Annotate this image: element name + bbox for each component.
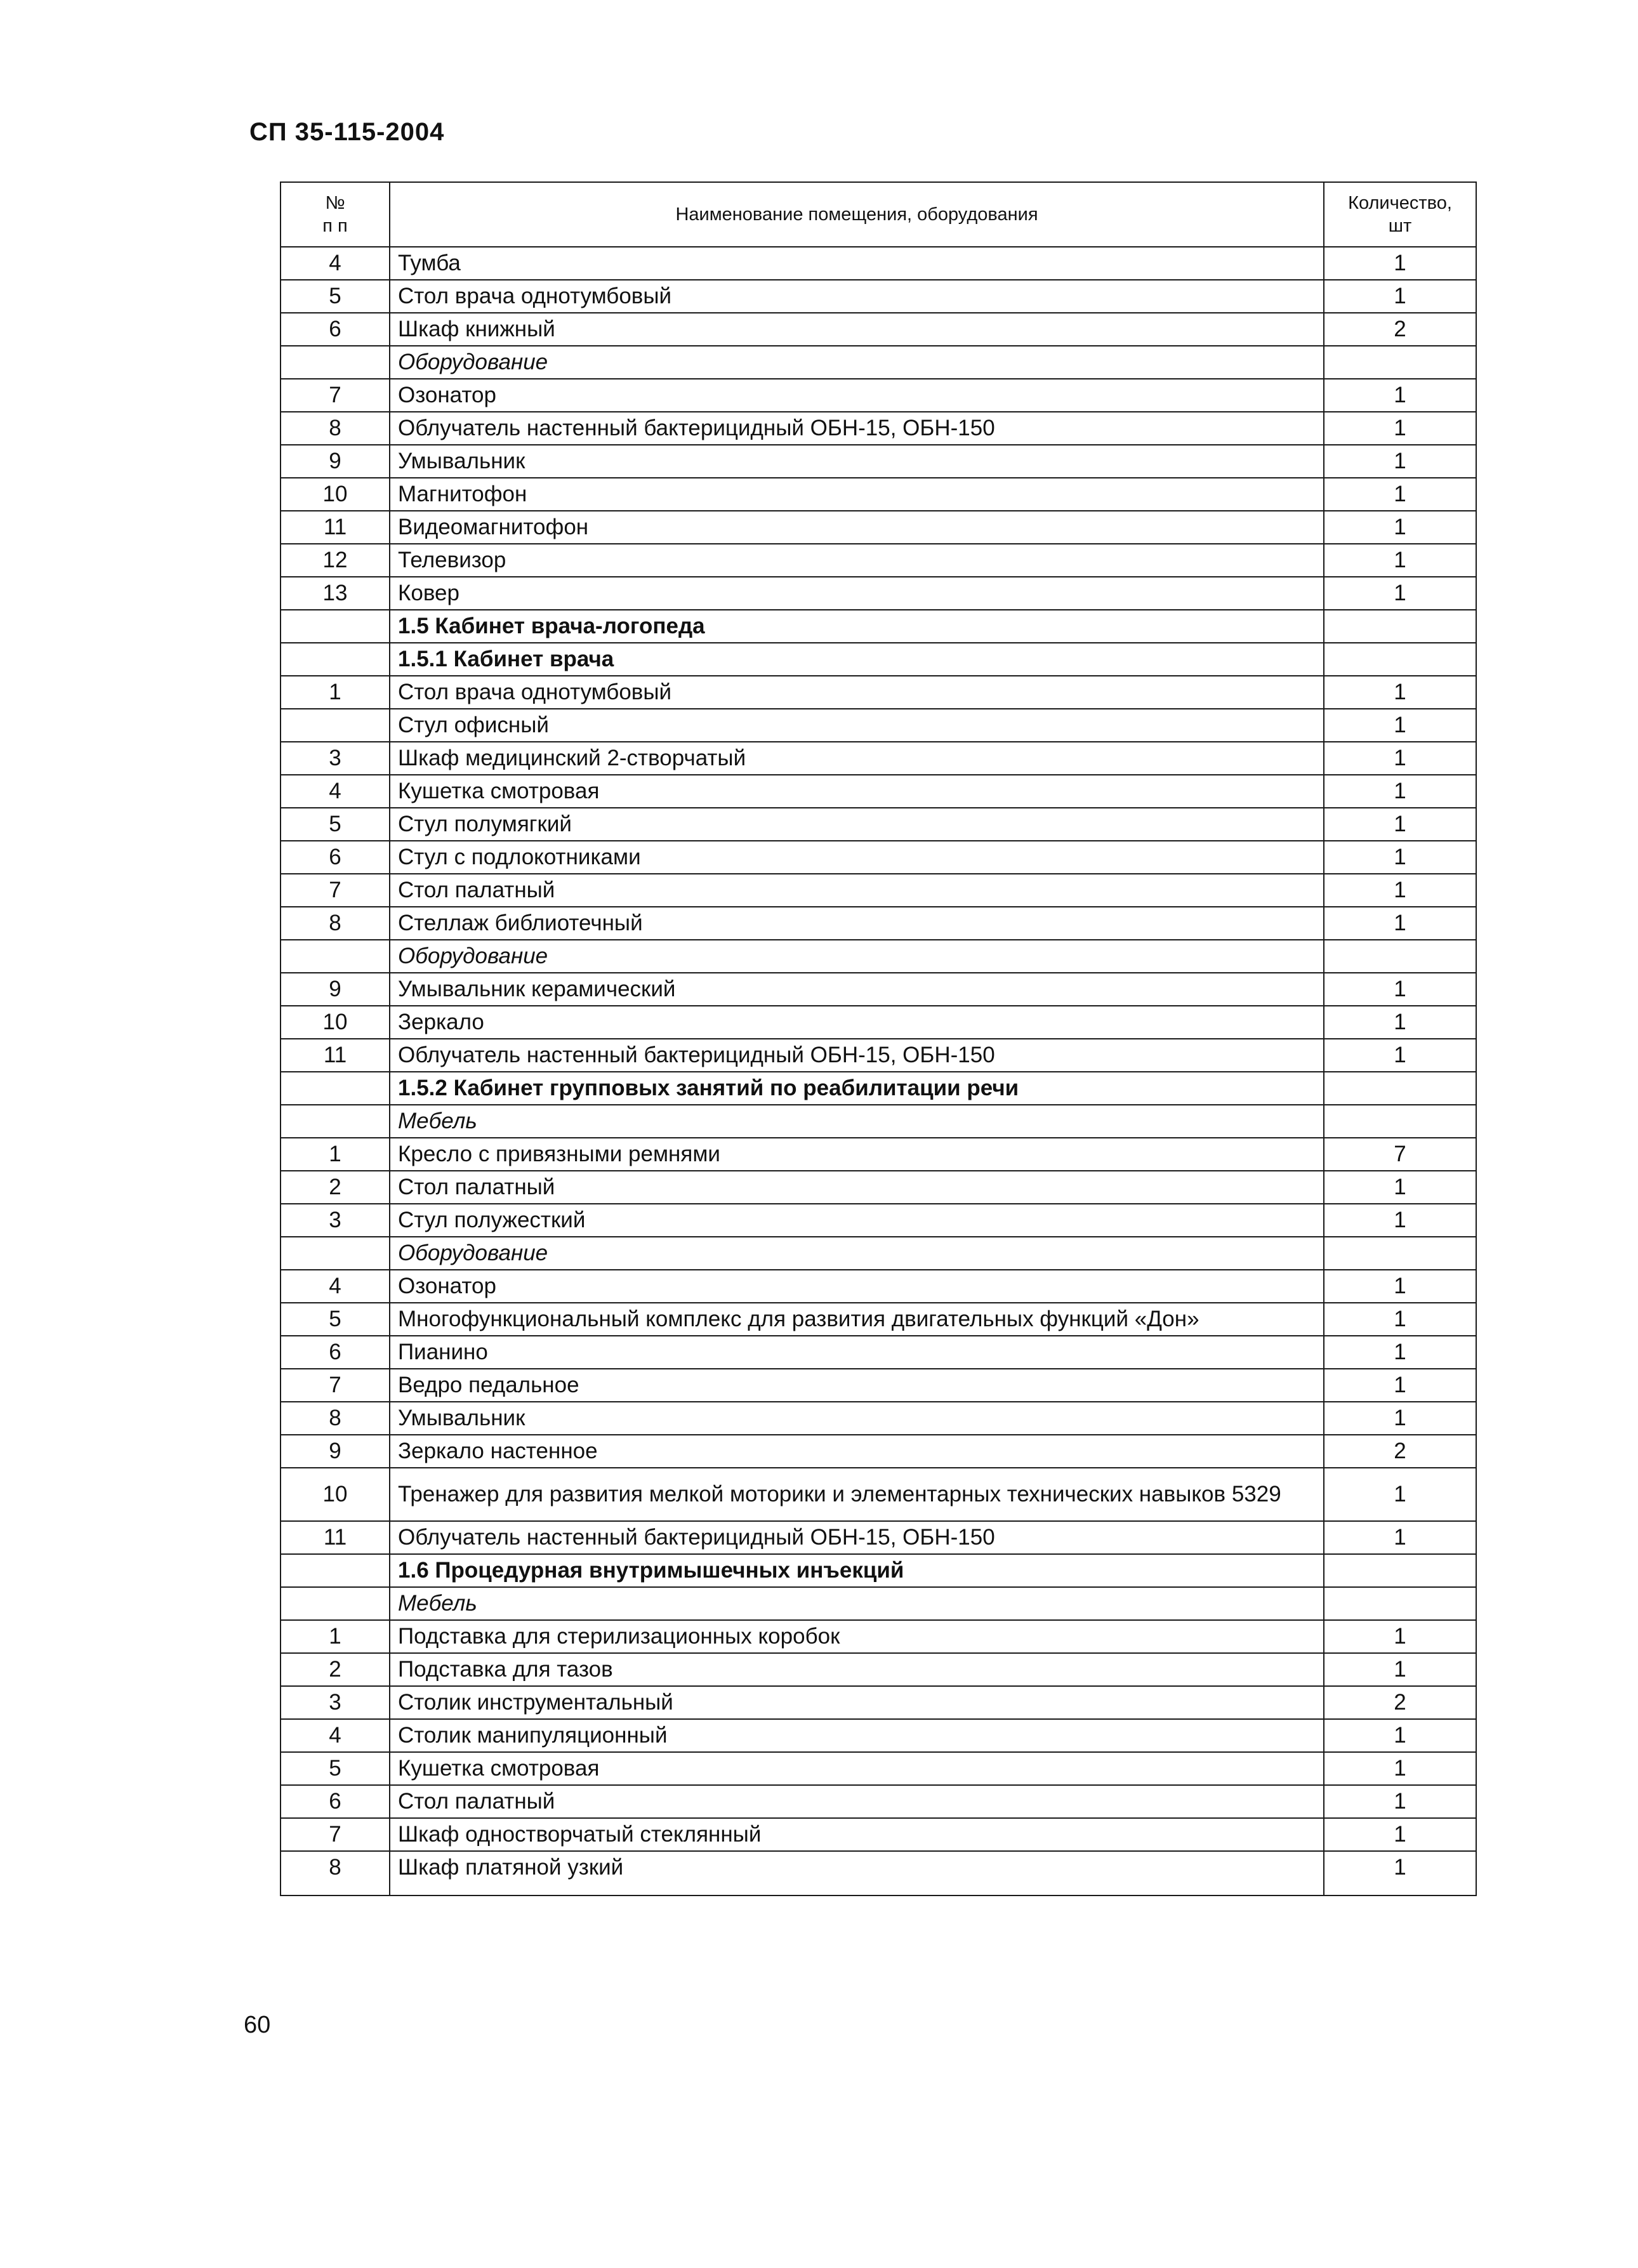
row-quantity-cell [1324, 610, 1476, 643]
table-row [281, 412, 1476, 445]
equipment-table [280, 181, 1477, 1896]
row-name-cell: Ведро педальное [390, 1369, 1324, 1402]
row-name-cell: Зеркало настенное [390, 1435, 1324, 1468]
row-number-cell: 11 [281, 511, 390, 544]
table-body [281, 247, 1476, 1895]
row-name-cell: Шкаф книжный [390, 313, 1324, 346]
row-quantity-cell: 1 [1324, 907, 1476, 940]
table-row [281, 1620, 1476, 1653]
row-number-cell [281, 610, 390, 643]
equipment-table-container [280, 181, 1476, 1896]
row-name-cell: Стол палатный [390, 1171, 1324, 1204]
row-name-cell: Озонатор [390, 379, 1324, 412]
row-number-cell: 5 [281, 1752, 390, 1785]
table-row [281, 709, 1476, 742]
table-row [281, 1435, 1476, 1468]
row-quantity-cell [1324, 1237, 1476, 1270]
row-number-cell: 10 [281, 478, 390, 511]
row-quantity-cell: 1 [1324, 1336, 1476, 1369]
row-number-cell [281, 709, 390, 742]
row-name-cell: Шкаф одностворчатый стеклянный [390, 1818, 1324, 1851]
row-quantity-cell: 1 [1324, 1171, 1476, 1204]
table-row [281, 379, 1476, 412]
table-row [281, 1686, 1476, 1719]
section-heading-row [281, 610, 1476, 643]
row-number-cell: 1 [281, 1620, 390, 1653]
table-row [281, 577, 1476, 610]
row-quantity-cell: 1 [1324, 478, 1476, 511]
row-number-cell: 6 [281, 1336, 390, 1369]
row-name-cell: Ковер [390, 577, 1324, 610]
row-name-cell: Умывальник [390, 1402, 1324, 1435]
row-quantity-cell: 1 [1324, 775, 1476, 808]
row-name-cell: Многофункциональный комплекс для развития двигательных функций «Дон» [390, 1303, 1324, 1336]
header-row [281, 182, 1476, 247]
table-row [281, 1369, 1476, 1402]
row-name-cell: Столик инструментальный [390, 1686, 1324, 1719]
row-name-cell: Оборудование [390, 940, 1324, 973]
table-row [281, 907, 1476, 940]
row-number-cell [281, 1587, 390, 1620]
row-number-cell: 10 [281, 1006, 390, 1039]
table-row [281, 775, 1476, 808]
row-number-cell [281, 1237, 390, 1270]
row-name-cell: Шкаф медицинский 2-створчатый [390, 742, 1324, 775]
row-number-cell: 3 [281, 1686, 390, 1719]
row-name-cell: Кушетка смотровая [390, 775, 1324, 808]
row-number-cell: 10 [281, 1468, 390, 1521]
row-number-cell: 4 [281, 247, 390, 280]
row-name-cell: Стул с подлокотниками [390, 841, 1324, 874]
row-name-cell: Пианино [390, 1336, 1324, 1369]
row-quantity-cell: 1 [1324, 1270, 1476, 1303]
row-name-cell: Облучатель настенный бактерицидный ОБН-15, ОБН-150 [390, 412, 1324, 445]
column-header-name [390, 182, 1324, 247]
row-quantity-cell: 1 [1324, 1369, 1476, 1402]
table-row [281, 1006, 1476, 1039]
table-row [281, 1653, 1476, 1686]
row-number-cell: 6 [281, 1785, 390, 1818]
row-name-cell: Умывальник керамический [390, 973, 1324, 1006]
table-row [281, 1204, 1476, 1237]
row-quantity-cell: 1 [1324, 544, 1476, 577]
row-name-cell: Шкаф платяной узкий [390, 1851, 1324, 1895]
row-number-cell: 9 [281, 973, 390, 1006]
row-quantity-cell: 2 [1324, 1686, 1476, 1719]
table-row [281, 445, 1476, 478]
row-quantity-cell: 1 [1324, 973, 1476, 1006]
table-row [281, 1039, 1476, 1072]
document-code: СП 35-115-2004 [249, 118, 445, 146]
row-number-cell: 9 [281, 445, 390, 478]
row-quantity-cell: 1 [1324, 1039, 1476, 1072]
row-quantity-cell: 7 [1324, 1138, 1476, 1171]
subheading-row [281, 940, 1476, 973]
row-quantity-cell: 1 [1324, 412, 1476, 445]
row-quantity-cell [1324, 1554, 1476, 1587]
row-name-cell: Кушетка смотровая [390, 1752, 1324, 1785]
row-name-cell: Столик манипуляционный [390, 1719, 1324, 1752]
row-number-cell: 8 [281, 907, 390, 940]
row-name-cell: Умывальник [390, 445, 1324, 478]
row-number-cell: 9 [281, 1435, 390, 1468]
table-row [281, 1752, 1476, 1785]
row-quantity-cell: 1 [1324, 1006, 1476, 1039]
row-number-cell: 4 [281, 775, 390, 808]
row-name-cell: Стол палатный [390, 1785, 1324, 1818]
row-quantity-cell: 1 [1324, 1204, 1476, 1237]
column-header-text: № [325, 193, 345, 213]
table-row [281, 1719, 1476, 1752]
row-name-cell: Стол врача однотумбовый [390, 280, 1324, 313]
row-number-cell: 5 [281, 280, 390, 313]
row-quantity-cell: 1 [1324, 1653, 1476, 1686]
table-row [281, 280, 1476, 313]
row-number-cell: 6 [281, 841, 390, 874]
table-row [281, 676, 1476, 709]
row-name-cell: Стол палатный [390, 874, 1324, 907]
row-name-cell: Кресло с привязными ремнями [390, 1138, 1324, 1171]
row-name-cell: Магнитофон [390, 478, 1324, 511]
row-number-cell: 6 [281, 313, 390, 346]
table-row [281, 544, 1476, 577]
row-quantity-cell: 1 [1324, 1818, 1476, 1851]
row-quantity-cell [1324, 346, 1476, 379]
table-row [281, 808, 1476, 841]
row-name-cell: Зеркало [390, 1006, 1324, 1039]
row-quantity-cell: 1 [1324, 1468, 1476, 1521]
row-number-cell: 4 [281, 1719, 390, 1752]
table-row [281, 1303, 1476, 1336]
column-header-text: п п [322, 216, 348, 236]
row-name-cell: Стул полужесткий [390, 1204, 1324, 1237]
subheading-row [281, 1587, 1476, 1620]
row-name-cell: Оборудование [390, 346, 1324, 379]
row-number-cell: 7 [281, 874, 390, 907]
column-header-quantity [1324, 182, 1476, 247]
row-quantity-cell: 2 [1324, 1435, 1476, 1468]
row-number-cell: 8 [281, 1402, 390, 1435]
row-number-cell [281, 940, 390, 973]
row-name-cell: Тренажер для развития мелкой моторики и элементарных технических навыков 5329 [390, 1468, 1324, 1521]
row-quantity-cell: 1 [1324, 1719, 1476, 1752]
table-row [281, 247, 1476, 280]
table-row [281, 1851, 1476, 1895]
row-name-cell: Озонатор [390, 1270, 1324, 1303]
row-name-cell: Облучатель настенный бактерицидный ОБН-15, ОБН-150 [390, 1039, 1324, 1072]
table-row [281, 478, 1476, 511]
column-header-text: Количество, [1348, 193, 1452, 213]
row-quantity-cell [1324, 1072, 1476, 1105]
row-name-cell: Тумба [390, 247, 1324, 280]
row-name-cell: Облучатель настенный бактерицидный ОБН-15, ОБН-150 [390, 1521, 1324, 1554]
table-row [281, 874, 1476, 907]
row-quantity-cell: 1 [1324, 247, 1476, 280]
row-number-cell: 7 [281, 1369, 390, 1402]
row-quantity-cell: 1 [1324, 1785, 1476, 1818]
table-row [281, 1468, 1476, 1521]
table-row [281, 1336, 1476, 1369]
row-number-cell [281, 643, 390, 676]
row-quantity-cell: 1 [1324, 379, 1476, 412]
page-number: 60 [244, 2012, 271, 2038]
table-row [281, 1818, 1476, 1851]
table-row [281, 1270, 1476, 1303]
row-number-cell: 4 [281, 1270, 390, 1303]
row-quantity-cell: 1 [1324, 1620, 1476, 1653]
row-number-cell: 11 [281, 1039, 390, 1072]
row-quantity-cell: 1 [1324, 676, 1476, 709]
row-quantity-cell: 1 [1324, 1402, 1476, 1435]
row-name-cell: Телевизор [390, 544, 1324, 577]
row-quantity-cell: 1 [1324, 1851, 1476, 1895]
row-number-cell: 12 [281, 544, 390, 577]
column-header-text: шт [1388, 216, 1412, 236]
row-number-cell: 7 [281, 379, 390, 412]
row-name-cell: Стул офисный [390, 709, 1324, 742]
row-name-cell: Стул полумягкий [390, 808, 1324, 841]
table-row [281, 1521, 1476, 1554]
column-header-text: Наименование помещения, оборудования [675, 204, 1038, 225]
row-name-cell: Стол врача однотумбовый [390, 676, 1324, 709]
table-row [281, 841, 1476, 874]
subheading-row [281, 1237, 1476, 1270]
row-number-cell: 1 [281, 676, 390, 709]
row-name-cell: Подставка для тазов [390, 1653, 1324, 1686]
row-number-cell: 7 [281, 1818, 390, 1851]
row-number-cell [281, 1105, 390, 1138]
section-heading-row [281, 643, 1476, 676]
row-name-cell: 1.5 Кабинет врача-логопеда [390, 610, 1324, 643]
row-quantity-cell: 1 [1324, 1752, 1476, 1785]
row-number-cell: 11 [281, 1521, 390, 1554]
row-quantity-cell: 1 [1324, 841, 1476, 874]
row-name-cell: Стеллаж библиотечный [390, 907, 1324, 940]
row-name-cell: 1.5.2 Кабинет групповых занятий по реабилитации речи [390, 1072, 1324, 1105]
row-quantity-cell: 1 [1324, 511, 1476, 544]
column-header-number [281, 182, 390, 247]
table-row [281, 1138, 1476, 1171]
row-number-cell: 2 [281, 1171, 390, 1204]
table-row [281, 1785, 1476, 1818]
table-header [281, 182, 1476, 247]
section-heading-row [281, 1072, 1476, 1105]
row-name-cell: Подставка для стерилизационных коробок [390, 1620, 1324, 1653]
table-row [281, 511, 1476, 544]
row-name-cell: 1.5.1 Кабинет врача [390, 643, 1324, 676]
row-quantity-cell: 1 [1324, 808, 1476, 841]
row-quantity-cell: 1 [1324, 1521, 1476, 1554]
row-quantity-cell [1324, 940, 1476, 973]
row-number-cell [281, 346, 390, 379]
row-number-cell: 8 [281, 1851, 390, 1895]
row-quantity-cell: 1 [1324, 445, 1476, 478]
row-number-cell: 5 [281, 808, 390, 841]
row-quantity-cell: 1 [1324, 709, 1476, 742]
row-name-cell: Мебель [390, 1587, 1324, 1620]
row-name-cell: 1.6 Процедурная внутримышечных инъекций [390, 1554, 1324, 1587]
table-row [281, 1402, 1476, 1435]
table-row [281, 973, 1476, 1006]
row-number-cell: 8 [281, 412, 390, 445]
subheading-row [281, 346, 1476, 379]
row-number-cell [281, 1072, 390, 1105]
section-heading-row [281, 1554, 1476, 1587]
row-number-cell: 3 [281, 1204, 390, 1237]
table-row [281, 742, 1476, 775]
row-quantity-cell: 1 [1324, 577, 1476, 610]
row-name-cell: Видеомагнитофон [390, 511, 1324, 544]
row-number-cell: 3 [281, 742, 390, 775]
row-name-cell: Оборудование [390, 1237, 1324, 1270]
subheading-row [281, 1105, 1476, 1138]
row-quantity-cell: 1 [1324, 874, 1476, 907]
row-quantity-cell [1324, 1105, 1476, 1138]
row-number-cell: 1 [281, 1138, 390, 1171]
row-number-cell [281, 1554, 390, 1587]
row-name-cell: Мебель [390, 1105, 1324, 1138]
row-number-cell: 2 [281, 1653, 390, 1686]
table-row [281, 1171, 1476, 1204]
row-quantity-cell [1324, 643, 1476, 676]
table-row [281, 313, 1476, 346]
row-quantity-cell: 1 [1324, 1303, 1476, 1336]
row-number-cell: 13 [281, 577, 390, 610]
row-quantity-cell: 1 [1324, 742, 1476, 775]
row-quantity-cell: 1 [1324, 280, 1476, 313]
row-number-cell: 5 [281, 1303, 390, 1336]
row-quantity-cell [1324, 1587, 1476, 1620]
row-quantity-cell: 2 [1324, 313, 1476, 346]
